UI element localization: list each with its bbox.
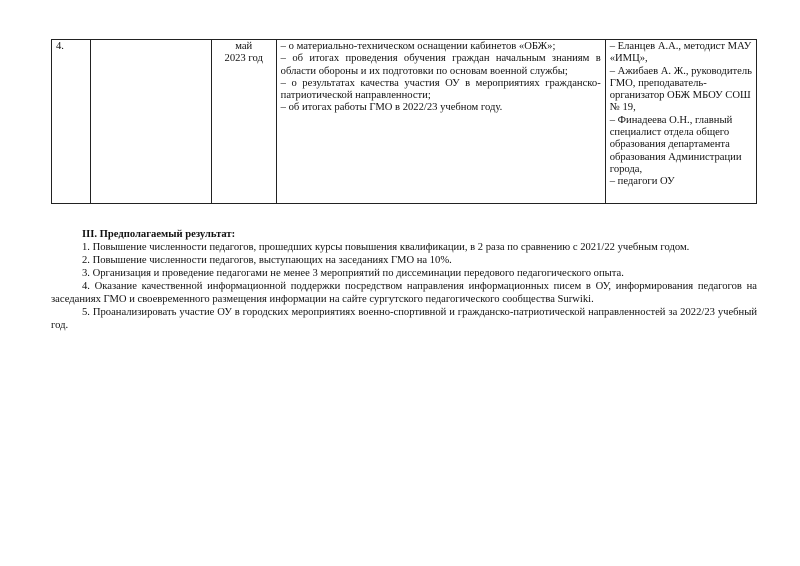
section-heading: III. Предполагаемый результат:: [82, 229, 236, 240]
topic-item: – об итогах работы ГМО в 2022/23 учебном году.: [280, 102, 503, 114]
topic-item: – об итогах проведения обучения граждан начальным знаниям в области обороны и их подготовки по основам военной службы;: [280, 53, 601, 77]
topics-cell: [276, 40, 605, 204]
expected-result-section: [51, 228, 757, 332]
empty-cell: [91, 40, 211, 204]
result-item: 3. Организация и проведение педагогами не менее 3 мероприятий по диссеминации передового педагогического опыта.: [82, 268, 624, 279]
date-cell: [211, 40, 276, 204]
result-item: 1. Повышение численности педагогов, прошедших курсы повышения квалификации, в 2 раза по сравнению с 2021/22 учебным годом.: [82, 242, 690, 253]
date-month: май: [235, 41, 253, 52]
table-row: [52, 40, 757, 204]
date-year: 2023 год: [224, 53, 263, 65]
plan-table: [51, 39, 757, 204]
responsible-item: – Финадеева О.Н., главный специалист отдела общего образования департамента образования Администрации города,: [609, 114, 742, 175]
topic-item: – о результатах качества участия ОУ в мероприятиях гражданско-патриотической направленности;: [280, 77, 601, 102]
responsible-item: – Еланцев А.А., методист МАУ «ИМЦ»,: [609, 41, 752, 65]
responsible-item: – педагоги ОУ: [609, 176, 675, 188]
responsible-cell: [605, 40, 756, 204]
result-item: 2. Повышение численности педагогов, выступающих на заседаниях ГМО на 10%.: [82, 255, 452, 266]
result-item: 4. Оказание качественной информационной поддержки посредством направления информационных писем в ОУ, информирования педагогов на заседаниях ГМО и своевременного размещения информации на сайте сургутского педагогического сообщества Surwiki.: [51, 281, 757, 305]
topic-item: – о материально-техническом оснащении кабинетов «ОБЖ»;: [280, 41, 556, 52]
row-number: 4.: [52, 40, 91, 204]
result-item: 5. Проанализировать участие ОУ в городских мероприятиях военно-спортивной и гражданско-патриотической направленностей за 2022/23 учебный год.: [51, 307, 757, 331]
responsible-item: – Ажибаев А. Ж., руководитель ГМО, преподаватель-организатор ОБЖ МБОУ СОШ № 19,: [609, 65, 752, 114]
